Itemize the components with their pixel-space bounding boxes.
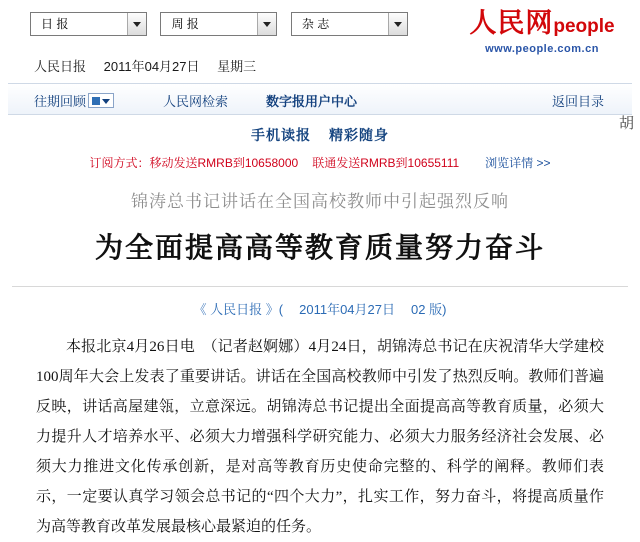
top-bar — [0, 0, 640, 55]
dateline-date: 2011年04月27日 — [103, 59, 200, 74]
source-date: 2011年04月27日 — [299, 302, 396, 317]
weekly-paper-select-value: 周 报 — [171, 17, 199, 31]
article-headline: 为全面提高高等教育质量努力奋斗 — [94, 233, 545, 264]
edge-character: 胡 — [618, 116, 634, 132]
magazine-select[interactable] — [291, 12, 408, 36]
dateline — [0, 52, 640, 83]
promo-wonderful: 精彩随身 — [329, 127, 389, 143]
promo-mobile-read: 手机读报 — [251, 127, 311, 143]
nav-item-site-search[interactable]: 人民网检索 — [163, 94, 229, 109]
logo-text — [456, 8, 628, 42]
source-page: 02 版) — [411, 302, 447, 317]
nav-item-return-catalog[interactable]: 返回目录 — [551, 94, 604, 109]
source-paper: 《 人民日报 》( — [193, 302, 284, 317]
calendar-picker-icon[interactable] — [88, 93, 114, 108]
nav-item-back-issues-label: 往期回顾 — [34, 94, 87, 109]
article-body: 本报北京4月26日电 （记者赵婀娜）4月24日，胡锦涛总书记在庆祝清华大学建校100周年大会上发表了重要讲话。讲话在全国高校教师中引发了热烈反响。教师们普遍反映，讲话高屋建瓴，立意深远。胡锦涛总书记提出全面提高高等教育质量，必须大力提升人才培养水平、必须大力增强科学研究能力、必须大力服务经济社会发展、必须大力推进文化传承创新，是对高等教育历史使命完整的、科学的阐释。教师们表示，一定要认真学习领会总书记的“四个大力”，扎实工作，努力奋斗，将提高质量作为高等教育改革发展最核心最紧迫的任务。 — [36, 339, 604, 535]
logo-url: www.people.com.cn — [485, 43, 599, 55]
magazine-select-value: 杂 志 — [301, 17, 330, 31]
logo-text-cn: 人民网 — [469, 8, 554, 38]
divider — [12, 286, 628, 287]
promo-subscribe-line — [0, 154, 640, 171]
promo-block — [0, 115, 640, 171]
promo-headline — [0, 125, 640, 145]
dateline-paper: 人民日报 — [34, 59, 87, 74]
daily-paper-select[interactable] — [30, 12, 147, 36]
weekly-paper-select[interactable] — [160, 12, 277, 36]
chevron-down-icon[interactable] — [257, 13, 276, 35]
promo-detail-link[interactable]: 浏览详情 >> — [485, 156, 551, 170]
chevron-down-icon[interactable] — [388, 13, 407, 35]
promo-mobile-send: 移动发送RMRB到10658000 — [149, 156, 299, 170]
nav-bar — [8, 83, 632, 115]
people-cn-logo[interactable] — [456, 8, 628, 55]
nav-item-digital-center[interactable]: 数字报用户中心 — [266, 94, 358, 109]
daily-paper-select-value: 日 报 — [41, 17, 69, 31]
article-source-line — [0, 299, 640, 318]
article-kicker: 锦涛总书记讲话在全国高校教师中引起强烈反响 — [131, 192, 509, 211]
promo-subscribe-label: 订阅方式： — [89, 156, 150, 170]
logo-text-en: people — [553, 16, 615, 37]
dateline-weekday: 星期三 — [217, 59, 257, 74]
chevron-down-icon[interactable] — [127, 13, 146, 35]
nav-item-back-issues[interactable] — [34, 91, 114, 110]
promo-unicom-send: 联通发送RMRB到10655111 — [312, 156, 460, 170]
